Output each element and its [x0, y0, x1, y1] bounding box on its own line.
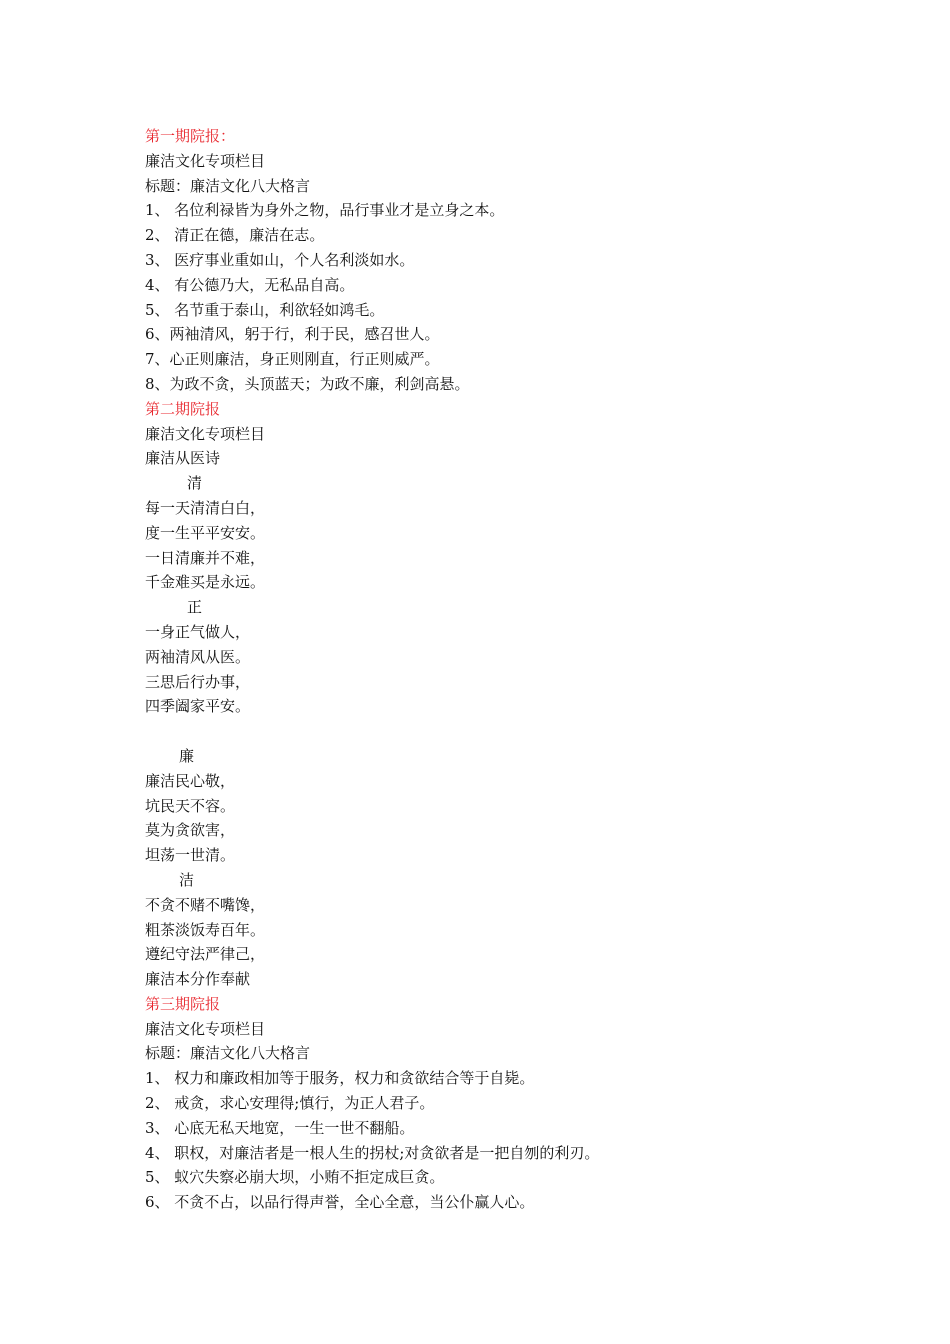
poem-line: 三思后行办事， — [145, 672, 251, 691]
blank-line — [145, 719, 865, 744]
issue1-item: 2、 清正在德，廉洁在志。 — [145, 226, 325, 245]
issue3-title: 标题：廉洁文化八大格言 — [145, 1044, 311, 1063]
issue1-item: 3、 医疗事业重如山，个人名利淡如水。 — [145, 250, 415, 269]
issue3-item: 5、 蚁穴失察必崩大坝，小贿不拒定成巨贪。 — [145, 1168, 445, 1187]
issue2-title: 廉洁从医诗 — [145, 449, 221, 468]
poem-line: 每一天清清白白， — [145, 498, 266, 517]
poem-char-jie: 洁 — [179, 870, 195, 889]
issue1-item: 7、心正则廉洁，身正则刚直，行正则威严。 — [145, 350, 440, 369]
issue1-item: 1、 名位利禄皆为身外之物，品行事业才是立身之本。 — [145, 201, 505, 220]
issue1-item: 8、为政不贪，头顶蓝天；为政不廉，利剑高悬。 — [145, 374, 470, 393]
issue1-title: 标题：廉洁文化八大格言 — [145, 176, 311, 195]
poem-line: 坦荡一世清。 — [145, 846, 236, 865]
issue3-item: 1、 权力和廉政相加等于服务，权力和贪欲结合等于自毙。 — [145, 1069, 535, 1088]
poem-char-qing: 清 — [187, 474, 203, 493]
poem-line: 度一生平平安安。 — [145, 523, 266, 542]
poem-line: 粗茶淡饭寿百年。 — [145, 920, 266, 939]
poem-line: 千金难买是永远。 — [145, 573, 266, 592]
issue1-column: 廉洁文化专项栏目 — [145, 151, 266, 170]
issue3-item: 6、 不贪不占，以品行得声誉，全心全意，当公仆赢人心。 — [145, 1193, 535, 1212]
issue2-heading: 第二期院报 — [145, 399, 221, 418]
poem-line: 一身正气做人， — [145, 622, 251, 641]
poem-line: 遵纪守法严律己， — [145, 945, 266, 964]
issue1-item: 5、 名节重于泰山，利欲轻如鸿毛。 — [145, 300, 385, 319]
poem-line: 莫为贪欲害， — [145, 821, 236, 840]
poem-line: 两袖清风从医。 — [145, 647, 251, 666]
issue1-item: 4、 有公德乃大，无私品自高。 — [145, 275, 355, 294]
poem-line: 廉洁本分作奉献 — [145, 970, 251, 989]
issue2-column: 廉洁文化专项栏目 — [145, 424, 266, 443]
issue3-column: 廉洁文化专项栏目 — [145, 1019, 266, 1038]
issue1-heading: 第一期院报： — [145, 127, 236, 145]
poem-line: 廉洁民心敬， — [145, 771, 236, 790]
issue3-heading: 第三期院报 — [145, 994, 221, 1013]
poem-line: 四季阖家平安。 — [145, 697, 251, 716]
poem-char-lian: 廉 — [179, 746, 195, 765]
issue3-item: 4、 职权，对廉洁者是一根人生的拐杖;对贪欲者是一把自刎的利刃。 — [145, 1143, 600, 1162]
poem-line: 一日清廉并不难， — [145, 548, 266, 567]
document-page — [145, 124, 865, 1215]
poem-line: 坑民天不容。 — [145, 796, 236, 815]
poem-char-zheng: 正 — [187, 598, 203, 617]
issue3-item: 3、 心底无私天地宽，一生一世不翻船。 — [145, 1118, 415, 1137]
issue3-item: 2、 戒贪，求心安理得;慎行，为正人君子。 — [145, 1094, 435, 1113]
poem-line: 不贪不赌不嘴馋， — [145, 895, 266, 914]
issue1-item: 6、两袖清风，躬于行，利于民，感召世人。 — [145, 325, 440, 344]
